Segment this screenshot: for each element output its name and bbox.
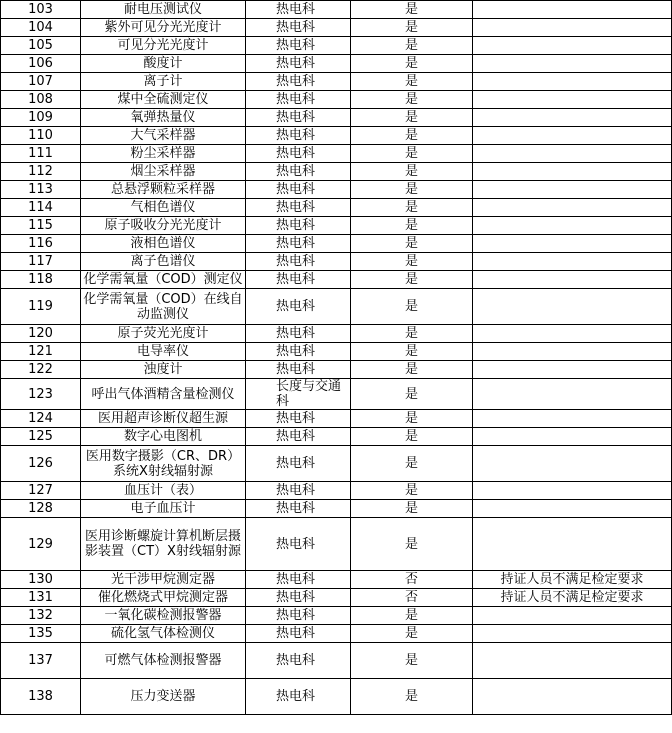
capability-cell: 是 — [351, 325, 473, 343]
capability-cell: 是 — [351, 643, 473, 679]
department-cell: 热电科 — [246, 679, 351, 715]
department-cell: 热电科 — [246, 607, 351, 625]
serial-number-cell: 118 — [1, 271, 81, 289]
department-cell: 热电科 — [246, 235, 351, 253]
table-row — [1, 235, 672, 253]
instrument-name-cell: 大气采样器 — [81, 127, 246, 145]
serial-number-cell: 112 — [1, 163, 81, 181]
department-cell: 热电科 — [246, 37, 351, 55]
remark-cell — [473, 1, 672, 19]
serial-number-cell: 107 — [1, 73, 81, 91]
capability-cell: 是 — [351, 361, 473, 379]
table-row — [1, 217, 672, 235]
capability-cell: 是 — [351, 482, 473, 500]
instrument-name-cell: 酸度计 — [81, 55, 246, 73]
remark-cell — [473, 379, 672, 410]
table-row — [1, 679, 672, 715]
instrument-name-cell: 烟尘采样器 — [81, 163, 246, 181]
serial-number-cell: 129 — [1, 518, 81, 571]
serial-number-cell: 124 — [1, 410, 81, 428]
table-row — [1, 571, 672, 589]
serial-number-cell: 123 — [1, 379, 81, 410]
table-row — [1, 643, 672, 679]
remark-cell — [473, 343, 672, 361]
capability-cell: 是 — [351, 235, 473, 253]
instrument-name-cell: 原子荧光光度计 — [81, 325, 246, 343]
serial-number-cell: 126 — [1, 446, 81, 482]
remark-cell — [473, 410, 672, 428]
instrument-name-cell: 光干涉甲烷测定器 — [81, 571, 246, 589]
remark-cell — [473, 289, 672, 325]
capability-cell: 是 — [351, 73, 473, 91]
capability-cell: 是 — [351, 271, 473, 289]
serial-number-cell: 120 — [1, 325, 81, 343]
serial-number-cell: 132 — [1, 607, 81, 625]
instrument-name-cell: 呼出气体酒精含量检测仪 — [81, 379, 246, 410]
table-row — [1, 181, 672, 199]
instrument-name-cell: 电子血压计 — [81, 500, 246, 518]
department-cell: 热电科 — [246, 145, 351, 163]
serial-number-cell: 111 — [1, 145, 81, 163]
capability-cell: 是 — [351, 379, 473, 410]
table-row — [1, 379, 672, 410]
serial-number-cell: 117 — [1, 253, 81, 271]
department-cell: 热电科 — [246, 289, 351, 325]
remark-cell — [473, 217, 672, 235]
instrument-name-cell: 一氧化碳检测报警器 — [81, 607, 246, 625]
instrument-name-cell: 电导率仪 — [81, 343, 246, 361]
department-cell: 热电科 — [246, 199, 351, 217]
remark-cell — [473, 607, 672, 625]
remark-cell — [473, 482, 672, 500]
department-cell: 热电科 — [246, 55, 351, 73]
department-cell: 热电科 — [246, 253, 351, 271]
table-row — [1, 73, 672, 91]
remark-cell — [473, 145, 672, 163]
serial-number-cell: 110 — [1, 127, 81, 145]
remark-cell — [473, 325, 672, 343]
instrument-name-cell: 压力变送器 — [81, 679, 246, 715]
department-cell: 热电科 — [246, 271, 351, 289]
department-cell: 热电科 — [246, 428, 351, 446]
department-cell: 热电科 — [246, 410, 351, 428]
instrument-name-cell: 离子计 — [81, 73, 246, 91]
department-cell: 热电科 — [246, 325, 351, 343]
table-row — [1, 446, 672, 482]
capability-cell: 是 — [351, 199, 473, 217]
table-row — [1, 500, 672, 518]
table-row — [1, 325, 672, 343]
table-row — [1, 127, 672, 145]
instrument-name-cell: 总悬浮颗粒采样器 — [81, 181, 246, 199]
serial-number-cell: 115 — [1, 217, 81, 235]
remark-cell — [473, 19, 672, 37]
table-row — [1, 19, 672, 37]
serial-number-cell: 106 — [1, 55, 81, 73]
capability-cell: 是 — [351, 289, 473, 325]
department-cell: 热电科 — [246, 73, 351, 91]
table-row — [1, 625, 672, 643]
capability-cell: 否 — [351, 571, 473, 589]
instrument-name-cell: 数字心电图机 — [81, 428, 246, 446]
table-row — [1, 410, 672, 428]
capability-cell: 是 — [351, 145, 473, 163]
serial-number-cell: 121 — [1, 343, 81, 361]
capability-cell: 是 — [351, 446, 473, 482]
instrument-name-cell: 化学需氧量（COD）在线自动监测仪 — [81, 289, 246, 325]
remark-cell — [473, 446, 672, 482]
capability-cell: 否 — [351, 589, 473, 607]
table-row — [1, 55, 672, 73]
serial-number-cell: 119 — [1, 289, 81, 325]
capability-cell: 是 — [351, 91, 473, 109]
capability-cell: 是 — [351, 518, 473, 571]
serial-number-cell: 138 — [1, 679, 81, 715]
instrument-name-cell: 医用数字摄影（CR、DR）系统X射线辐射源 — [81, 446, 246, 482]
capability-cell: 是 — [351, 217, 473, 235]
department-cell: 长度与交通科 — [246, 379, 351, 410]
remark-cell: 持证人员不满足检定要求 — [473, 589, 672, 607]
department-cell: 热电科 — [246, 446, 351, 482]
table-row — [1, 91, 672, 109]
remark-cell — [473, 500, 672, 518]
department-cell: 热电科 — [246, 500, 351, 518]
department-cell: 热电科 — [246, 482, 351, 500]
serial-number-cell: 109 — [1, 109, 81, 127]
capability-cell: 是 — [351, 428, 473, 446]
instrument-name-cell: 浊度计 — [81, 361, 246, 379]
capability-cell: 是 — [351, 37, 473, 55]
instrument-name-cell: 可见分光光度计 — [81, 37, 246, 55]
remark-cell — [473, 37, 672, 55]
department-cell: 热电科 — [246, 625, 351, 643]
capability-cell: 是 — [351, 55, 473, 73]
remark-cell — [473, 518, 672, 571]
department-cell: 热电科 — [246, 643, 351, 679]
serial-number-cell: 108 — [1, 91, 81, 109]
instrument-name-cell: 离子色谱仪 — [81, 253, 246, 271]
capability-cell: 是 — [351, 163, 473, 181]
capability-cell: 是 — [351, 343, 473, 361]
capability-cell: 是 — [351, 625, 473, 643]
remark-cell: 持证人员不满足检定要求 — [473, 571, 672, 589]
table-row — [1, 253, 672, 271]
department-cell: 热电科 — [246, 163, 351, 181]
table-row — [1, 428, 672, 446]
serial-number-cell: 137 — [1, 643, 81, 679]
serial-number-cell: 122 — [1, 361, 81, 379]
capability-cell: 是 — [351, 127, 473, 145]
serial-number-cell: 125 — [1, 428, 81, 446]
department-cell: 热电科 — [246, 589, 351, 607]
instrument-name-cell: 紫外可见分光光度计 — [81, 19, 246, 37]
table-row — [1, 271, 672, 289]
serial-number-cell: 113 — [1, 181, 81, 199]
instrument-table-body — [1, 1, 672, 715]
remark-cell — [473, 361, 672, 379]
instrument-name-cell: 氧弹热量仪 — [81, 109, 246, 127]
department-cell: 热电科 — [246, 1, 351, 19]
remark-cell — [473, 625, 672, 643]
remark-cell — [473, 109, 672, 127]
instrument-name-cell: 原子吸收分光光度计 — [81, 217, 246, 235]
serial-number-cell: 104 — [1, 19, 81, 37]
department-cell: 热电科 — [246, 343, 351, 361]
table-row — [1, 145, 672, 163]
department-cell: 热电科 — [246, 571, 351, 589]
remark-cell — [473, 73, 672, 91]
remark-cell — [473, 199, 672, 217]
instrument-name-cell: 气相色谱仪 — [81, 199, 246, 217]
department-cell: 热电科 — [246, 361, 351, 379]
department-cell: 热电科 — [246, 181, 351, 199]
capability-cell: 是 — [351, 1, 473, 19]
instrument-name-cell: 粉尘采样器 — [81, 145, 246, 163]
instrument-name-cell: 血压计（表） — [81, 482, 246, 500]
table-row — [1, 163, 672, 181]
capability-cell: 是 — [351, 181, 473, 199]
table-row — [1, 109, 672, 127]
remark-cell — [473, 91, 672, 109]
instrument-name-cell: 医用诊断螺旋计算机断层摄影装置（CT）X射线辐射源 — [81, 518, 246, 571]
table-row — [1, 343, 672, 361]
remark-cell — [473, 127, 672, 145]
serial-number-cell: 127 — [1, 482, 81, 500]
instrument-name-cell: 化学需氧量（COD）测定仪 — [81, 271, 246, 289]
serial-number-cell: 135 — [1, 625, 81, 643]
capability-cell: 是 — [351, 679, 473, 715]
department-cell: 热电科 — [246, 217, 351, 235]
instrument-name-cell: 液相色谱仪 — [81, 235, 246, 253]
table-row — [1, 482, 672, 500]
capability-cell: 是 — [351, 410, 473, 428]
remark-cell — [473, 428, 672, 446]
remark-cell — [473, 643, 672, 679]
serial-number-cell: 103 — [1, 1, 81, 19]
instrument-name-cell: 可燃气体检测报警器 — [81, 643, 246, 679]
department-cell: 热电科 — [246, 91, 351, 109]
instrument-name-cell: 硫化氢气体检测仪 — [81, 625, 246, 643]
table-row — [1, 199, 672, 217]
instrument-name-cell: 医用超声诊断仪超生源 — [81, 410, 246, 428]
table-row — [1, 589, 672, 607]
instrument-name-cell: 耐电压测试仪 — [81, 1, 246, 19]
serial-number-cell: 114 — [1, 199, 81, 217]
remark-cell — [473, 163, 672, 181]
capability-cell: 是 — [351, 19, 473, 37]
remark-cell — [473, 235, 672, 253]
serial-number-cell: 116 — [1, 235, 81, 253]
remark-cell — [473, 679, 672, 715]
serial-number-cell: 131 — [1, 589, 81, 607]
capability-cell: 是 — [351, 109, 473, 127]
department-cell: 热电科 — [246, 109, 351, 127]
serial-number-cell: 105 — [1, 37, 81, 55]
capability-cell: 是 — [351, 500, 473, 518]
department-cell: 热电科 — [246, 127, 351, 145]
table-row — [1, 289, 672, 325]
remark-cell — [473, 181, 672, 199]
remark-cell — [473, 271, 672, 289]
capability-cell: 是 — [351, 607, 473, 625]
serial-number-cell: 128 — [1, 500, 81, 518]
table-row — [1, 361, 672, 379]
remark-cell — [473, 55, 672, 73]
instrument-name-cell: 煤中全硫测定仪 — [81, 91, 246, 109]
department-cell: 热电科 — [246, 518, 351, 571]
remark-cell — [473, 253, 672, 271]
department-cell: 热电科 — [246, 19, 351, 37]
table-row — [1, 607, 672, 625]
table-row — [1, 1, 672, 19]
serial-number-cell: 130 — [1, 571, 81, 589]
table-row — [1, 37, 672, 55]
capability-cell: 是 — [351, 253, 473, 271]
table-row — [1, 518, 672, 571]
instrument-name-cell: 催化燃烧式甲烷测定器 — [81, 589, 246, 607]
